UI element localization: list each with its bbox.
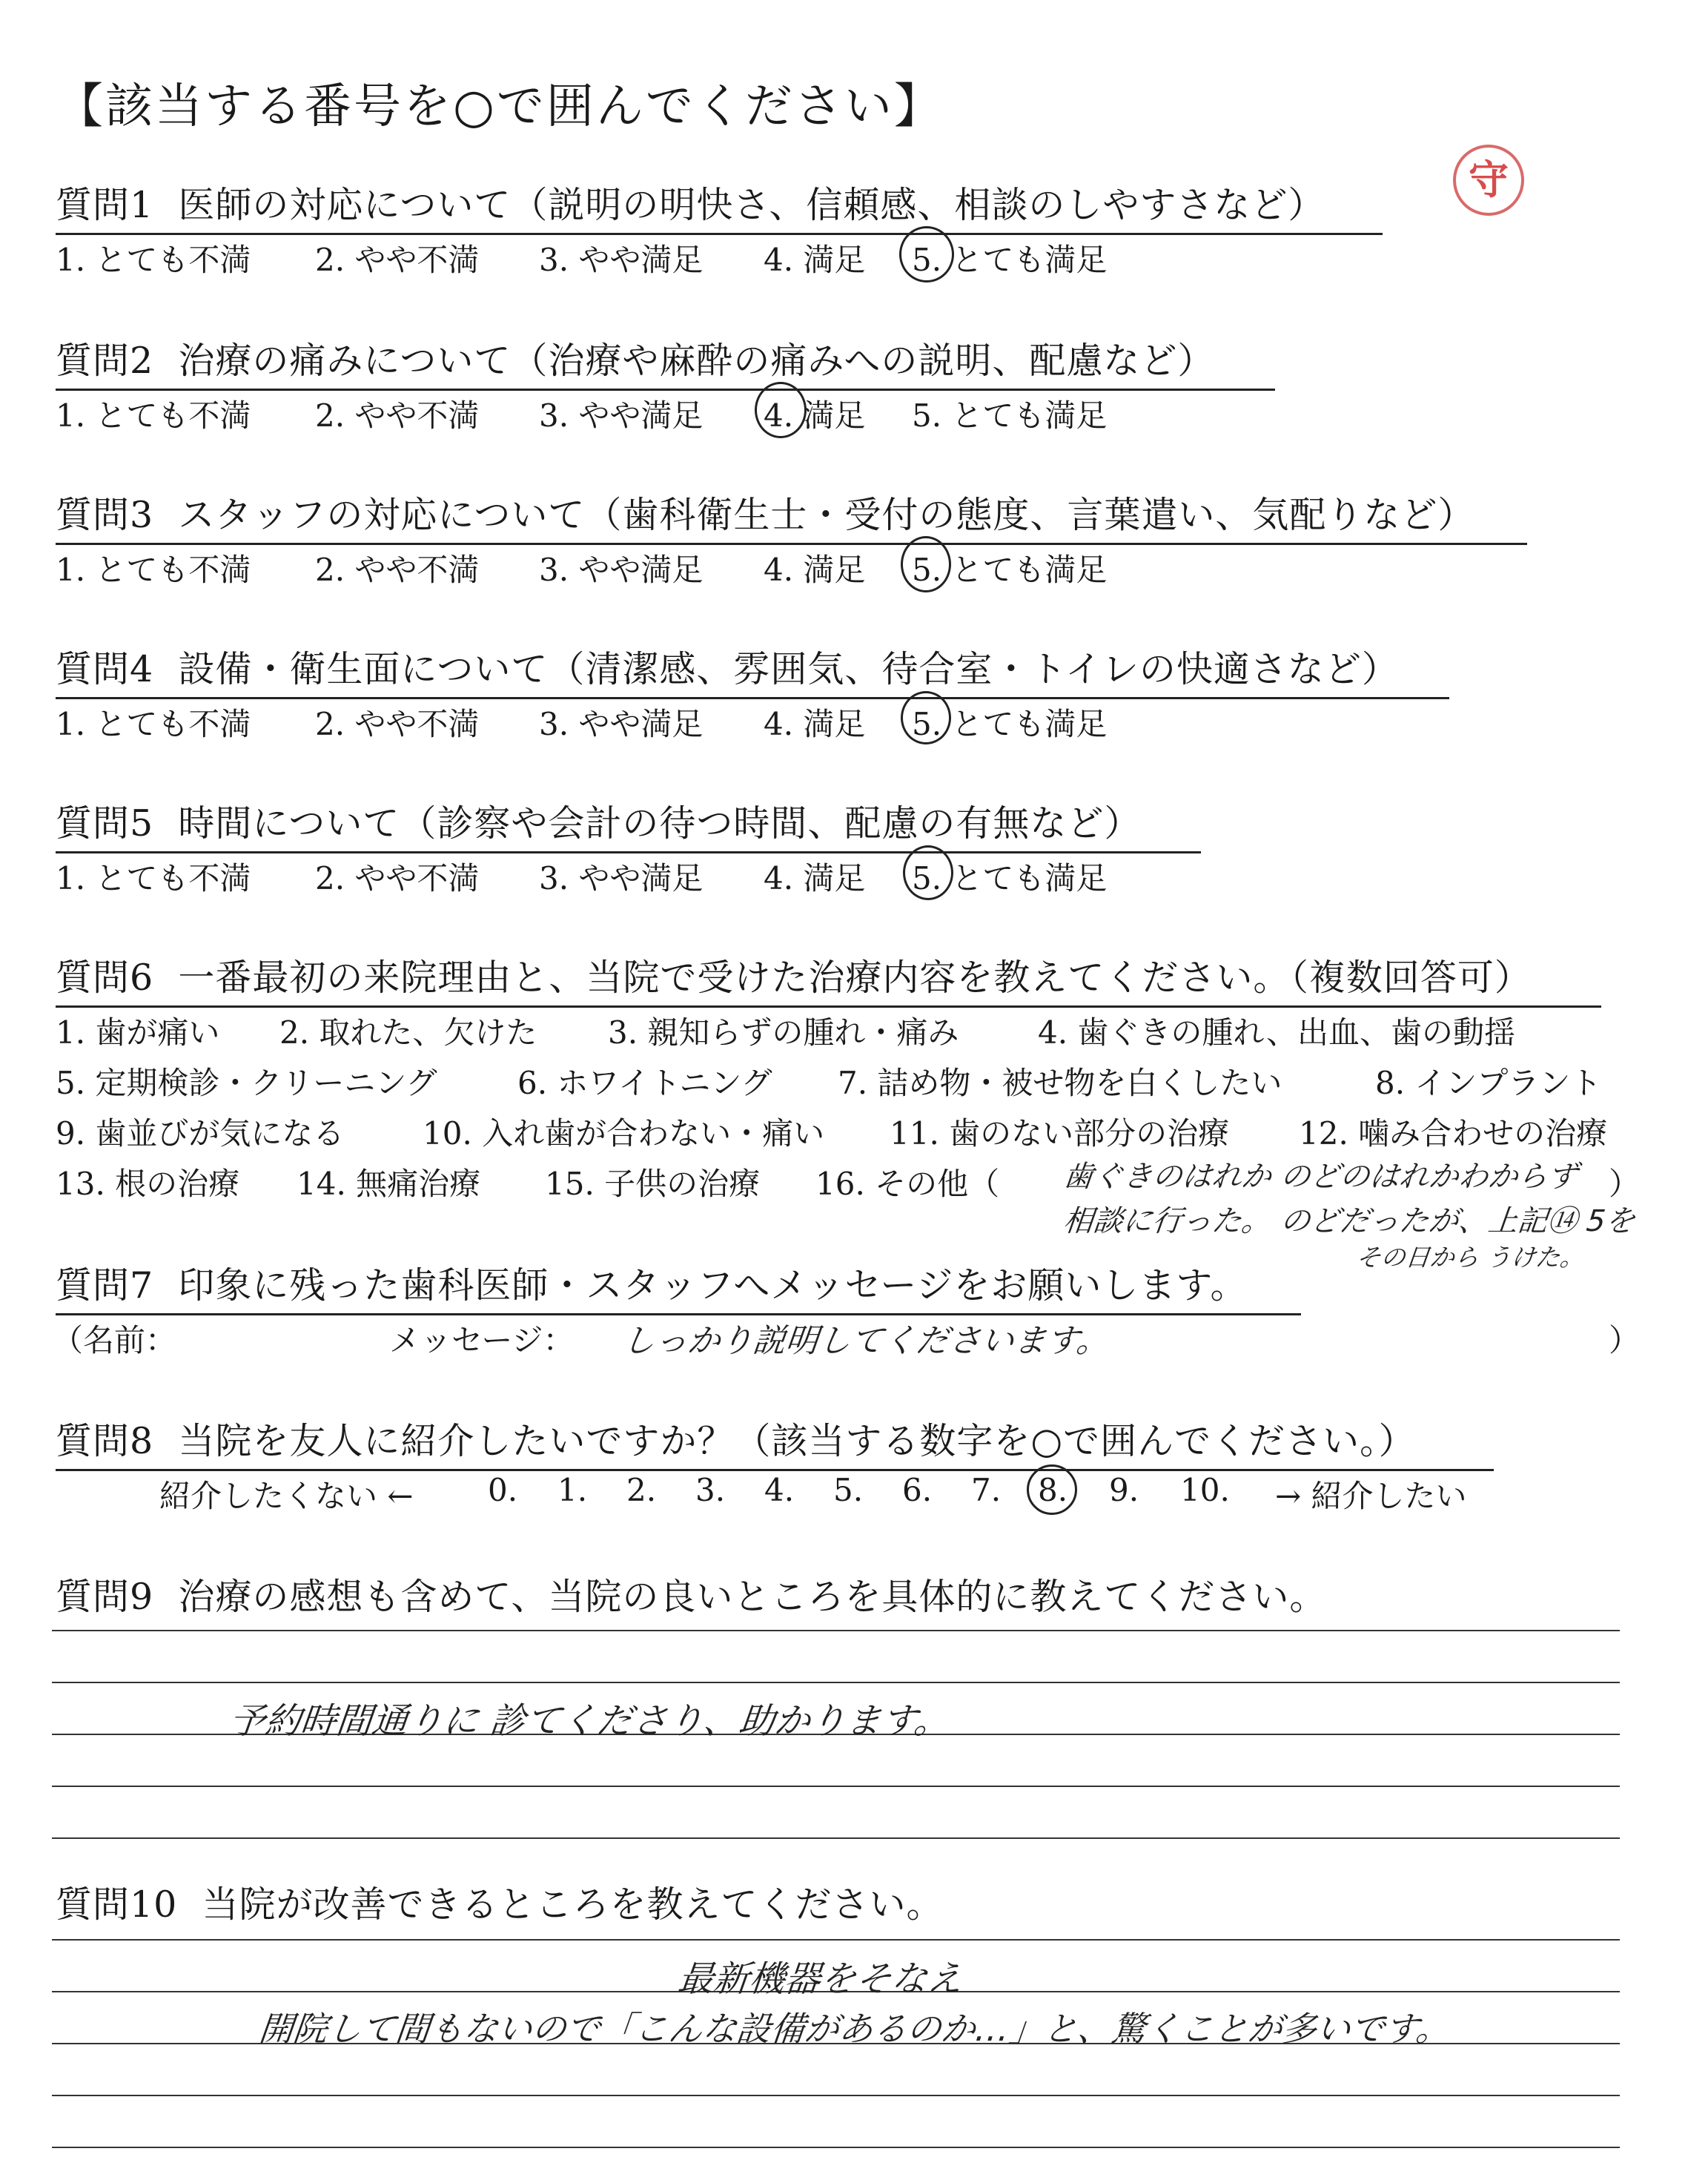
option-2[interactable]: 2. やや不満 xyxy=(315,860,480,896)
reason-option[interactable]: 16. その他（ xyxy=(815,1166,1000,1202)
scale-10[interactable]: 10. xyxy=(1180,1472,1230,1508)
question-label: 質問9 xyxy=(56,1576,154,1618)
question-label: 質問3 xyxy=(56,494,154,536)
question-text: 治療の感想も含めて、当院の良いところを具体的に教えてください。 xyxy=(178,1576,1327,1618)
answer-line xyxy=(52,1939,1620,1941)
reason-option[interactable]: 11. 歯のない部分の治療 xyxy=(890,1115,1230,1152)
seal-stamp: 守 xyxy=(1453,145,1524,216)
scale-2[interactable]: 2. xyxy=(626,1472,657,1508)
q6-handwritten-line-2: 相談に行った。 のどだったが、上記⑭ 5を xyxy=(1062,1204,1637,1238)
option-1[interactable]: 1. とても不満 xyxy=(56,397,251,434)
option-5[interactable]: 5. とても満足 xyxy=(912,860,1108,896)
selection-circle xyxy=(1027,1464,1077,1515)
question-3 xyxy=(56,486,1527,545)
option-3[interactable]: 3. やや満足 xyxy=(539,552,704,588)
q10-handwritten-answer[interactable]: 開院して間もないので「こんな設備があるのか…」と、驚くことが多いです。 xyxy=(256,2009,1452,2049)
question-10 xyxy=(56,1876,944,1928)
selection-circle xyxy=(901,691,951,744)
reason-option[interactable]: 8. インプラント xyxy=(1375,1065,1602,1101)
question-text: 時間について（診察や会計の待つ時間、配慮の有無など） xyxy=(178,802,1142,845)
scale-0[interactable]: 0. xyxy=(488,1472,518,1508)
scale-3[interactable]: 3. xyxy=(695,1472,726,1508)
question-label: 質問2 xyxy=(56,340,154,382)
option-2[interactable]: 2. やや不満 xyxy=(315,706,480,742)
question-4 xyxy=(56,641,1449,699)
option-3[interactable]: 3. やや満足 xyxy=(539,397,704,434)
question-label: 質問10 xyxy=(56,1883,178,1926)
scale-4[interactable]: 4. xyxy=(764,1472,795,1508)
q10-handwritten-insert: 最新機器をそなえ xyxy=(675,1958,965,2000)
question-label: 質問7 xyxy=(56,1264,154,1307)
selection-circle xyxy=(903,845,953,900)
reason-option[interactable]: 15. 子供の治療 xyxy=(545,1166,761,1202)
reason-option[interactable]: 4. 歯ぐきの腫れ、出血、歯の動揺 xyxy=(1038,1014,1515,1051)
option-4[interactable]: 4. 満足 xyxy=(764,242,866,278)
option-5[interactable]: 5. とても満足 xyxy=(912,706,1108,742)
reason-option[interactable]: 12. 噛み合わせの治療 xyxy=(1299,1115,1608,1152)
scale-right-label: → 紹介したい xyxy=(1275,1478,1467,1514)
scale-7[interactable]: 7. xyxy=(971,1472,1002,1508)
option-4[interactable]: 4. 満足 xyxy=(764,706,866,742)
reason-option[interactable]: 6. ホワイトニング xyxy=(517,1065,772,1101)
instruction-heading: 【該当する番号を○で囲んでください】 xyxy=(56,79,944,134)
q6-handwritten-line-3: その日から うけた。 xyxy=(1354,1243,1586,1272)
option-1[interactable]: 1. とても不満 xyxy=(56,242,251,278)
reason-option[interactable]: 13. 根の治療 xyxy=(56,1166,240,1202)
answer-line xyxy=(52,2095,1620,2096)
question-5 xyxy=(56,795,1201,853)
question-label: 質問1 xyxy=(56,184,154,226)
question-text: スタッフの対応について（歯科衛生士・受付の態度、言葉遣い、気配りなど） xyxy=(178,494,1475,536)
question-text: 設備・衛生面について（清潔感、雰囲気、待合室・トイレの快適さなど） xyxy=(178,648,1399,690)
question-7 xyxy=(56,1257,1301,1315)
option-2[interactable]: 2. やや不満 xyxy=(315,397,480,434)
scale-9[interactable]: 9. xyxy=(1109,1472,1139,1508)
selection-circle xyxy=(901,536,951,592)
option-3[interactable]: 3. やや満足 xyxy=(539,242,704,278)
close-paren: ） xyxy=(1609,1322,1641,1358)
question-text: 当院を友人に紹介したいですか？（該当する数字を○で囲んでください。） xyxy=(178,1420,1416,1462)
question-1-options xyxy=(0,236,1708,280)
option-1[interactable]: 1. とても不満 xyxy=(56,706,251,742)
close-paren: ） xyxy=(1609,1166,1641,1202)
question-text: 一番最初の来院理由と、当院で受けた治療内容を教えてください。（複数回答可） xyxy=(178,957,1532,999)
scale-5[interactable]: 5. xyxy=(833,1472,864,1508)
reason-option[interactable]: 2. 取れた、欠けた xyxy=(279,1014,537,1051)
scale-6[interactable]: 6. xyxy=(902,1472,933,1508)
question-6 xyxy=(56,949,1601,1008)
answer-line xyxy=(52,1630,1620,1631)
option-1[interactable]: 1. とても不満 xyxy=(56,860,251,896)
q6-handwritten-line-1: 歯ぐきのはれか のどのはれかわからず xyxy=(1062,1160,1579,1194)
question-text: 当院が改善できるところを教えてください。 xyxy=(202,1883,944,1926)
option-4[interactable]: 4. 満足 xyxy=(764,860,866,896)
question-2 xyxy=(56,332,1275,391)
option-3[interactable]: 3. やや満足 xyxy=(539,860,704,896)
option-3[interactable]: 3. やや満足 xyxy=(539,706,704,742)
reason-option[interactable]: 5. 定期検診・クリーニング xyxy=(56,1065,437,1101)
question-text: 印象に残った歯科医師・スタッフへメッセージをお願いします。 xyxy=(178,1264,1248,1307)
scale-8[interactable]: 8. xyxy=(1038,1472,1068,1508)
question-8 xyxy=(56,1413,1494,1471)
option-1[interactable]: 1. とても不満 xyxy=(56,552,251,588)
question-label: 質問4 xyxy=(56,648,154,690)
question-9 xyxy=(56,1568,1326,1620)
scale-left-label: 紹介したくない ← xyxy=(159,1478,414,1514)
q6-row-3 xyxy=(0,1109,1708,1154)
answer-line xyxy=(52,1837,1620,1839)
question-text: 治療の痛みについて（治療や麻酔の痛みへの説明、配慮など） xyxy=(178,340,1215,382)
option-4[interactable]: 4. 満足 xyxy=(764,397,866,434)
option-5[interactable]: 5. とても満足 xyxy=(912,552,1108,588)
question-text: 医師の対応について（説明の明快さ、信頼感、相談のしやすさなど） xyxy=(178,184,1325,226)
question-5-options xyxy=(0,854,1708,899)
name-label: （名前： xyxy=(52,1322,177,1358)
reason-option[interactable]: 14. 無痛治療 xyxy=(297,1166,481,1202)
question-3-options xyxy=(0,546,1708,590)
selection-circle xyxy=(755,382,807,438)
option-2[interactable]: 2. やや不満 xyxy=(315,552,480,588)
question-label: 質問5 xyxy=(56,802,154,845)
reason-option[interactable]: 1. 歯が痛い xyxy=(56,1014,220,1051)
option-5[interactable]: 5. とても満足 xyxy=(912,242,1108,278)
question-2-options xyxy=(0,392,1708,436)
question-label: 質問6 xyxy=(56,957,154,999)
option-4[interactable]: 4. 満足 xyxy=(764,552,866,588)
selection-circle xyxy=(899,226,954,283)
answer-line xyxy=(52,1786,1620,1787)
question-label: 質問8 xyxy=(56,1420,154,1462)
option-5[interactable]: 5. とても満足 xyxy=(912,397,1108,434)
reason-option[interactable]: 7. 詰め物・被せ物を白くしたい xyxy=(838,1065,1282,1101)
scale-1[interactable]: 1. xyxy=(557,1472,588,1508)
q7-message-handwritten: しっかり説明してくださいます。 xyxy=(620,1322,1111,1360)
reason-option[interactable]: 9. 歯並びが気になる xyxy=(56,1115,345,1152)
q6-row-1 xyxy=(0,1008,1708,1053)
option-2[interactable]: 2. やや不満 xyxy=(315,242,480,278)
message-label: メッセージ： xyxy=(389,1322,575,1358)
answer-line xyxy=(52,2147,1620,2148)
question-4-options xyxy=(0,700,1708,744)
reason-option[interactable]: 3. 親知らずの腫れ・痛み xyxy=(608,1014,959,1051)
reason-option[interactable]: 10. 入れ歯が合わない・痛い xyxy=(423,1115,825,1152)
q6-row-2 xyxy=(0,1059,1708,1103)
question-1 xyxy=(56,176,1383,235)
q9-handwritten-answer[interactable]: 予約時間通りに 診てくださり、助かります。 xyxy=(227,1700,952,1742)
answer-line xyxy=(52,1682,1620,1683)
q8-scale xyxy=(0,1472,1708,1516)
